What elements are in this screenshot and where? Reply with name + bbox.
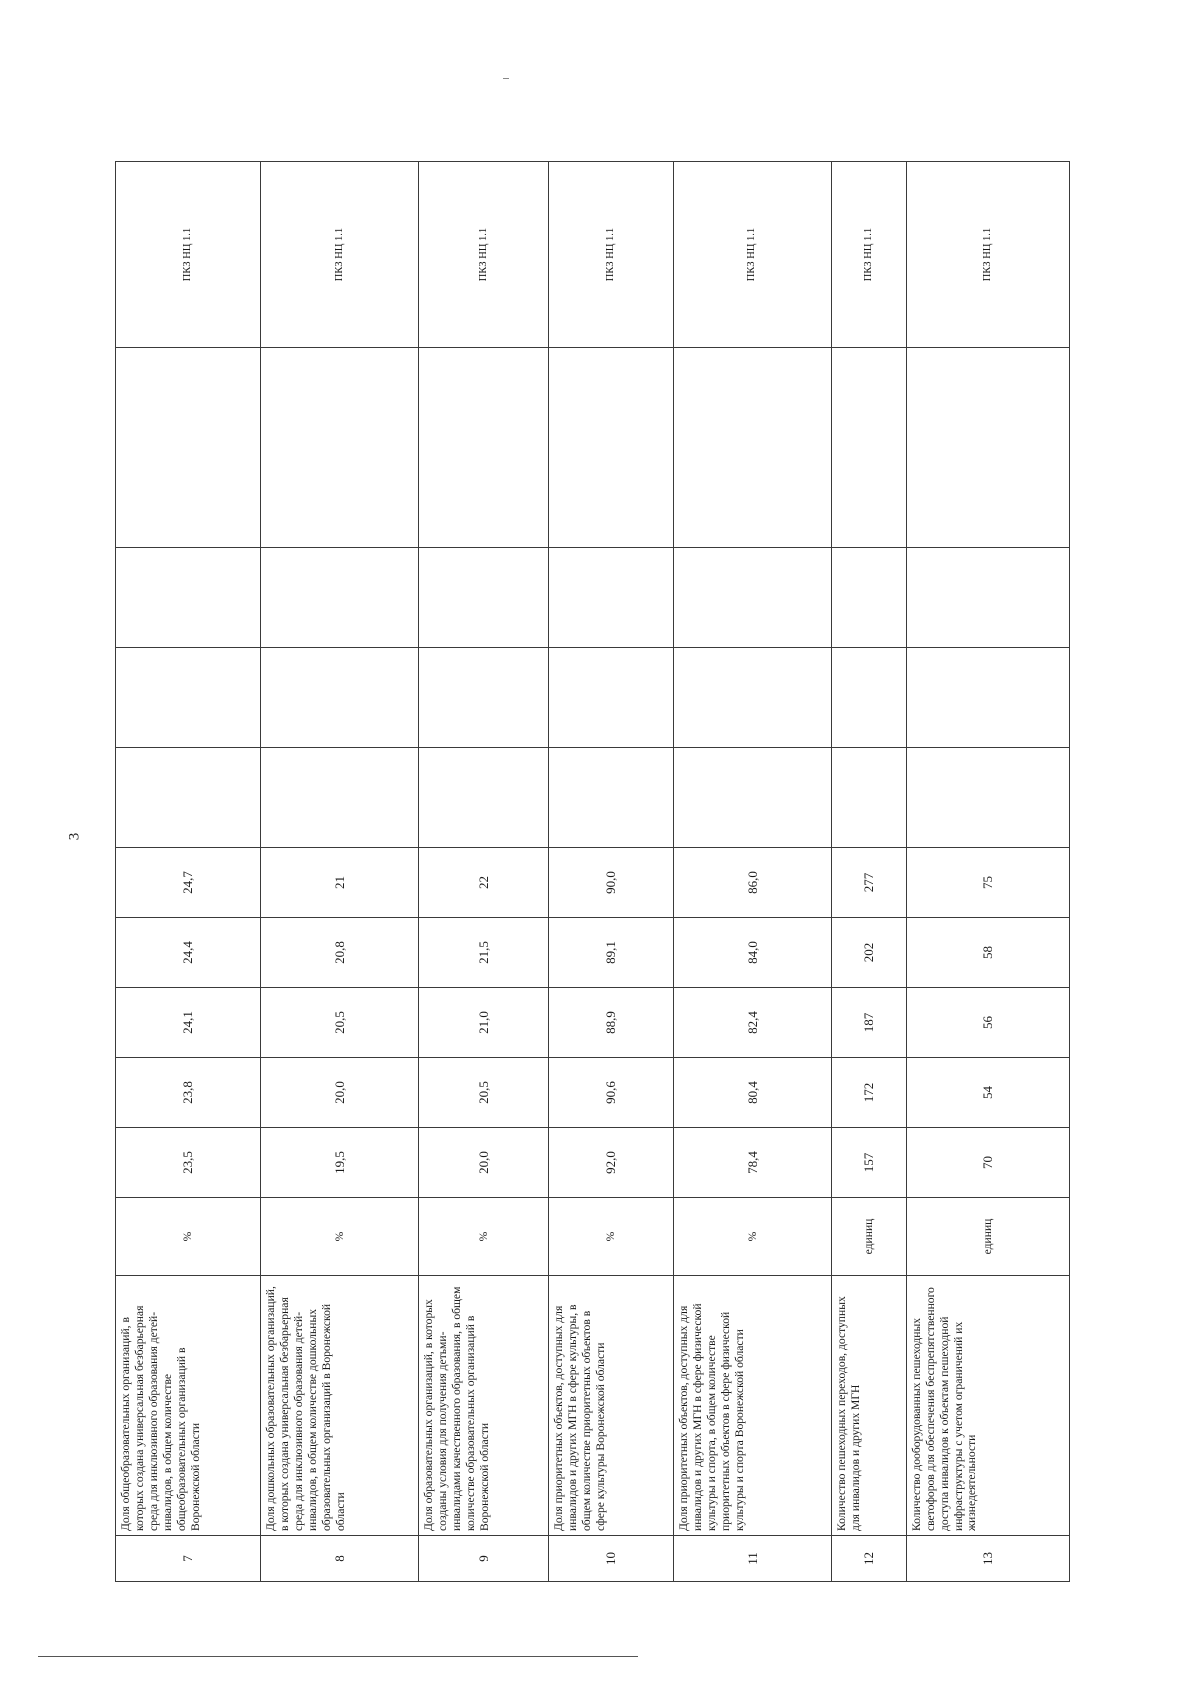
row-number: 10 [549, 1536, 674, 1582]
value-cell: 23,8 [116, 1058, 261, 1128]
value-cell: 23,5 [116, 1128, 261, 1198]
indicator-name: Доля образовательных организаций, в которых созданы условия для получения детьми-инвалидами качественного образования, в общем количестве образовательных организаций в Воронежской области [419, 1276, 549, 1536]
value-cell: 20,0 [261, 1058, 419, 1128]
indicator-name: Доля дошкольных образовательных организаций, в которых создана универсальная безбарьерная среда для инклюзивного образования детей-инвалидов, в общем количестве дошкольных образовательных организаций в Воронежской области [261, 1276, 419, 1536]
value-cell: 202 [831, 918, 906, 988]
value-cell: 58 [906, 918, 1069, 988]
value-cell [261, 348, 419, 548]
value-cell: 21 [261, 848, 419, 918]
table-row [906, 162, 1069, 1582]
unit-cell: % [261, 1198, 419, 1276]
value-cell: 84,0 [674, 918, 832, 988]
scan-bottom-line [38, 1656, 638, 1657]
value-cell: 22 [419, 848, 549, 918]
value-cell: 21,5 [419, 918, 549, 988]
value-cell [549, 648, 674, 748]
value-cell [906, 548, 1069, 648]
value-cell: 19,5 [261, 1128, 419, 1198]
source-cell: ПКЗ НЦ 1.1 [116, 162, 261, 348]
value-cell [116, 548, 261, 648]
value-cell [261, 648, 419, 748]
value-cell [674, 348, 832, 548]
value-cell [674, 548, 832, 648]
indicator-name: Доля общеобразовательных организаций, в которых создана универсальная безбарьерная среда для инклюзивного образования детей-инвалидов, в общем количестве общеобразовательных организаций в Воронежской области [116, 1276, 261, 1536]
unit-cell: % [419, 1198, 549, 1276]
value-cell [674, 748, 832, 848]
value-cell: 187 [831, 988, 906, 1058]
indicator-name: Доля приоритетных объектов, доступных для инвалидов и других МГН в сфере физической культуры и спорта, в общем количестве приоритетных объектов в сфере физической культуры и спорта Воронежской области [674, 1276, 832, 1536]
value-cell: 75 [906, 848, 1069, 918]
value-cell [116, 348, 261, 548]
source-cell: ПКЗ НЦ 1.1 [831, 162, 906, 348]
value-cell: 24,1 [116, 988, 261, 1058]
row-number: 7 [116, 1536, 261, 1582]
table-row [116, 162, 261, 1582]
unit-cell: % [116, 1198, 261, 1276]
value-cell [419, 648, 549, 748]
value-cell [261, 548, 419, 648]
value-cell: 78,4 [674, 1128, 832, 1198]
value-cell: 54 [906, 1058, 1069, 1128]
table-row [261, 162, 419, 1582]
row-number: 11 [674, 1536, 832, 1582]
table-row [674, 162, 832, 1582]
value-cell: 24,7 [116, 848, 261, 918]
page-number: 3 [66, 832, 83, 841]
value-cell [419, 348, 549, 548]
value-cell [261, 748, 419, 848]
value-cell: 90,0 [549, 848, 674, 918]
value-cell: 82,4 [674, 988, 832, 1058]
value-cell: 20,0 [419, 1128, 549, 1198]
value-cell [831, 748, 906, 848]
value-cell [906, 748, 1069, 848]
table-row [419, 162, 549, 1582]
value-cell [831, 548, 906, 648]
source-cell: ПКЗ НЦ 1.1 [261, 162, 419, 348]
value-cell [116, 748, 261, 848]
value-cell [549, 348, 674, 548]
source-cell: ПКЗ НЦ 1.1 [419, 162, 549, 348]
table-row [549, 162, 674, 1582]
value-cell [831, 348, 906, 548]
value-cell: 20,8 [261, 918, 419, 988]
value-cell: 20,5 [261, 988, 419, 1058]
indicator-name: Доля приоритетных объектов, доступных для инвалидов и других МГН в сфере культуры, в общем количестве приоритетных объектов в сфере культуры Воронежской области [549, 1276, 674, 1536]
value-cell [906, 348, 1069, 548]
value-cell: 172 [831, 1058, 906, 1128]
value-cell: 88,9 [549, 988, 674, 1058]
indicator-name: Количество пешеходных переходов, доступных для инвалидов и других МГН [831, 1276, 906, 1536]
value-cell: 20,5 [419, 1058, 549, 1128]
table-row [831, 162, 906, 1582]
unit-cell: единиц [831, 1198, 906, 1276]
value-cell: 24,4 [116, 918, 261, 988]
value-cell: 80,4 [674, 1058, 832, 1128]
value-cell [549, 548, 674, 648]
value-cell: 90,6 [549, 1058, 674, 1128]
value-cell [674, 648, 832, 748]
value-cell: 56 [906, 988, 1069, 1058]
source-cell: ПКЗ НЦ 1.1 [549, 162, 674, 348]
indicator-table [115, 161, 1070, 1582]
value-cell: 86,0 [674, 848, 832, 918]
value-cell: 89,1 [549, 918, 674, 988]
value-cell [549, 748, 674, 848]
value-cell: 70 [906, 1128, 1069, 1198]
row-number: 8 [261, 1536, 419, 1582]
indicator-name: Количество дооборудованных пешеходных светофоров для обеспечения беспрепятственного доступа инвалидов к объектам пешеходной инфраструктуры с учетом ограничений их жизнедеятельности [906, 1276, 1069, 1536]
row-number: 12 [831, 1536, 906, 1582]
value-cell: 277 [831, 848, 906, 918]
source-cell: ПКЗ НЦ 1.1 [906, 162, 1069, 348]
unit-cell: % [549, 1198, 674, 1276]
value-cell [419, 548, 549, 648]
row-number: 13 [906, 1536, 1069, 1582]
value-cell [906, 648, 1069, 748]
scan-artifact-mark [503, 78, 509, 79]
value-cell: 21,0 [419, 988, 549, 1058]
value-cell [116, 648, 261, 748]
value-cell: 157 [831, 1128, 906, 1198]
source-cell: ПКЗ НЦ 1.1 [674, 162, 832, 348]
unit-cell: % [674, 1198, 832, 1276]
row-number: 9 [419, 1536, 549, 1582]
value-cell: 92,0 [549, 1128, 674, 1198]
indicator-table-rotated [115, 162, 1070, 1582]
value-cell [831, 648, 906, 748]
value-cell [419, 748, 549, 848]
unit-cell: единиц [906, 1198, 1069, 1276]
table-body [116, 162, 1070, 1582]
